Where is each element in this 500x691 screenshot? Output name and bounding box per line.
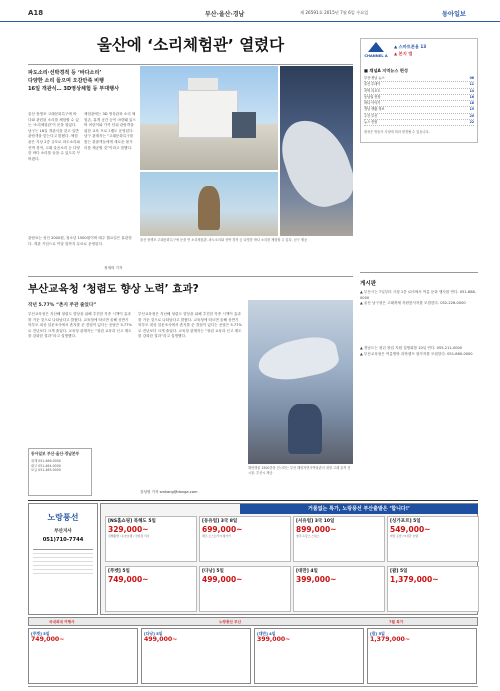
divider [28, 686, 478, 687]
tour-package[interactable]: [푸켓] 5일 749,000~ [105, 566, 197, 612]
list-item: 동남권 현장 16 [364, 95, 474, 101]
section-name: 부산·울산·경남 [205, 11, 245, 18]
schedule-grid [33, 549, 93, 574]
ad-banner[interactable]: 거품없는 특가, 노랑풍선 부산출발은 ‘합니다!’ [240, 504, 478, 514]
museum-building-photo [140, 66, 278, 170]
mini-ad[interactable]: [괌] 5일 1,379,000~ [367, 628, 477, 684]
agency-phone: 051)710-7744 [42, 537, 84, 543]
bureau-line: 취재 051-466-0000 [31, 459, 61, 463]
bulletin-items [360, 346, 478, 357]
tour-package[interactable]: [괌] 5일 1,379,000~ [387, 566, 479, 612]
mini-ad[interactable]: [푸켓] 5일 749,000~ [28, 628, 138, 684]
mid-article-subtitle: 작년 5.77% “촌지 주관 줄었다” [28, 303, 97, 308]
agency-branch: 부산지사 [54, 529, 72, 534]
sidebar-tag: ▲ 본지 앱 [394, 51, 413, 56]
bureau-line: 보급 051-465-0000 [31, 468, 61, 473]
bureau-address-box [28, 448, 92, 496]
whale-exhibit-photo [280, 66, 353, 236]
list-item: 지역 리포트 14 [364, 89, 474, 95]
tour-package[interactable]: [대만] 4일 399,000~ [293, 566, 385, 612]
sidebar-tag: ▲ 스마트폰용 13 [394, 44, 427, 49]
subhead: 파도소리·선박경적 등 ‘바다소리’ [28, 70, 102, 76]
bulletin-item: ▲ 부산시는 7일부터 시청 1층 로비에서 여름 문화 행사를 연다. 051-888-0000 [360, 290, 477, 300]
ad-strip-text: 노랑풍선 부산 [219, 620, 242, 624]
dateline: 제 26591호 2015년 7월 6일 수요일 [300, 10, 369, 15]
list-item: 경남 생활 정보 19 [364, 107, 474, 113]
bureau-title: 동아일보 부산·울산·경남본부 [31, 451, 80, 456]
bureau-line: 광고 051-464-0000 [31, 463, 61, 468]
whale-skeleton-photo [248, 300, 353, 464]
bulletin-item: ▲ 부산교육청은 여름방학 과학캠프 참가자를 모집한다. 051-860-0000 [360, 351, 473, 356]
divider [28, 500, 478, 501]
list-item: 뉴스 종합 22 [364, 120, 474, 126]
divider [28, 64, 353, 65]
article-body-col: 체험관에는 3D 영상관과 소리 체험존, 휴게 공간 등이 마련돼 있으며 어린이와 가족 단위 관람객을 위한 교육 프로그램도 운영된다. 남구 관계자는 “고래문화특구를 찾는 관광객들에게 새로운 볼거리를 제공할 것”이라고 말했다. [84, 112, 136, 150]
tour-package[interactable]: [서유럽] 3국 10일 899,000~ 영국·프랑스·스위스 [293, 516, 385, 562]
agency-logo: 노랑풍선 [47, 513, 79, 522]
ad-strip-text: 국내최대 여행사 [49, 620, 75, 624]
top-article-subheads [28, 69, 138, 94]
photo-caption: 울산 장생포 고래문화특구에 문을 연 소리체험관. 파도소리와 선박 경적 등 다양한 바다 소리를 체험할 수 있다. 남구 제공 [140, 238, 308, 242]
subhead: 16일 개관식… 3D영상체험 등 부대행사 [28, 86, 120, 93]
schedule-list [364, 76, 474, 126]
list-item: 부산·경남 뉴스 06 [364, 76, 474, 82]
bulletin-item: ▲ 경남도는 청년 창업 지원 설명회를 10일 연다. 055-211-0000 [360, 346, 463, 350]
list-item: 울산 투데이 11 [364, 82, 474, 88]
photo-caption: 해양생물 1500종을 전시하는 부산 해양자연사박물관의 대형 고래 골격 전시물. 부산시 제공 [248, 466, 351, 475]
schedule-heading: ■ 채널A 지역뉴스 편성 [364, 68, 408, 73]
page-number: A18 [28, 9, 44, 17]
tour-package[interactable]: [동유럽] 3국 8일 699,000~ 체코·오스트리아·헝가리 [199, 516, 291, 562]
article-body-col: 울산 장생포 고래문화특구에 바다와 관련된 소리를 체험할 수 있는 ‘소리체험관’이 문을 열었다. 남구는 16일 개관식을 갖고 일반 관람객을 맞는다고 밝혔다. 체험관은 지상 2층 규모로 파도소리와 선박 경적, 고래 울음소리 등 다양한 바다 소리를 들을 수 있도록 꾸며졌다. [28, 112, 80, 161]
bulletin-board-title: 게시판 [360, 281, 377, 287]
sculpture-photo [140, 172, 278, 236]
reporter-byline: 강성명 기자 smkang@donga.com [140, 490, 198, 494]
channel-logo-label: CHANNEL A [364, 54, 388, 58]
schedule-note: 편성은 방송사 사정에 따라 변경될 수 있습니다. [364, 130, 430, 134]
tour-package[interactable]: [NS홈쇼핑] 북해도 5일 329,000~ 김해출발 / 온천호텔 / 전일정 식사 [105, 516, 197, 562]
newspaper-name: 동아일보 [442, 11, 466, 18]
mid-article-headline: 부산교육청 ‘청렴도 향상 노력’ 효과? [28, 283, 199, 295]
top-article-headline: 울산에 ‘소리체험관’ 열렸다 [96, 36, 285, 54]
article-body-col: 관람료는 성인 2000원, 청소년 1500원이며 매주 월요일은 휴관한다. 개관 기념으로 이달 말까지 무료로 운영된다. [28, 236, 132, 246]
mini-ad[interactable]: [대만] 4일 399,000~ [254, 628, 364, 684]
subhead: 다양한 소리 들으며 오감만족 비행 [28, 78, 104, 85]
travel-agency-ad[interactable] [28, 503, 98, 615]
tour-package[interactable]: [다낭] 5일 499,000~ [199, 566, 291, 612]
reporter-name: 정재락 기자 [104, 266, 123, 270]
divider [28, 276, 353, 277]
page-header [0, 0, 500, 22]
bulletin-item: ▲ 울산 남구청은 고래축제 자원봉사자를 모집한다. 052-226-0000 [360, 301, 466, 306]
tour-packages-ad [100, 503, 478, 615]
tour-package[interactable]: [싱가포르] 5일 549,000~ 바탐 포함 / 5성급 호텔 [387, 516, 479, 562]
bulletin-items [360, 290, 478, 307]
ad-strip [28, 617, 478, 626]
channel-logo [364, 42, 388, 64]
article-body-col: 부산교육청은 지난해 청렴도 향상을 위해 추진한 각종 시책이 효과를 거둔 것으로 나타났다고 밝혔다. 교육청에 따르면 올해 상반기 학부모 대상 설문조사에서 촌지를 준 경험이 있다는 응답은 5.77%로 전년보다 크게 줄었다. 교육청 관계자는 “청렴 교육과 신고 제도를 강화한 결과”라고 설명했다. [138, 312, 242, 339]
ad-strip-text: 7월 특가 [389, 620, 404, 624]
article-body-col: 부산교육청은 지난해 청렴도 향상을 위해 추진한 각종 시책이 효과를 거둔 것으로 나타났다고 밝혔다. 교육청에 따르면 올해 상반기 학부모 대상 설문조사에서 촌지를 준 경험이 있다는 응답은 5.77%로 전년보다 크게 줄었다. 교육청 관계자는 “청렴 교육과 신고 제도를 강화한 결과”라고 설명했다. [28, 312, 132, 339]
list-item: 바다 이야기 18 [364, 101, 474, 107]
divider [360, 272, 478, 273]
mini-ad[interactable]: [다낭] 5일 499,000~ [141, 628, 251, 684]
list-item: 주간 부산 20 [364, 114, 474, 120]
